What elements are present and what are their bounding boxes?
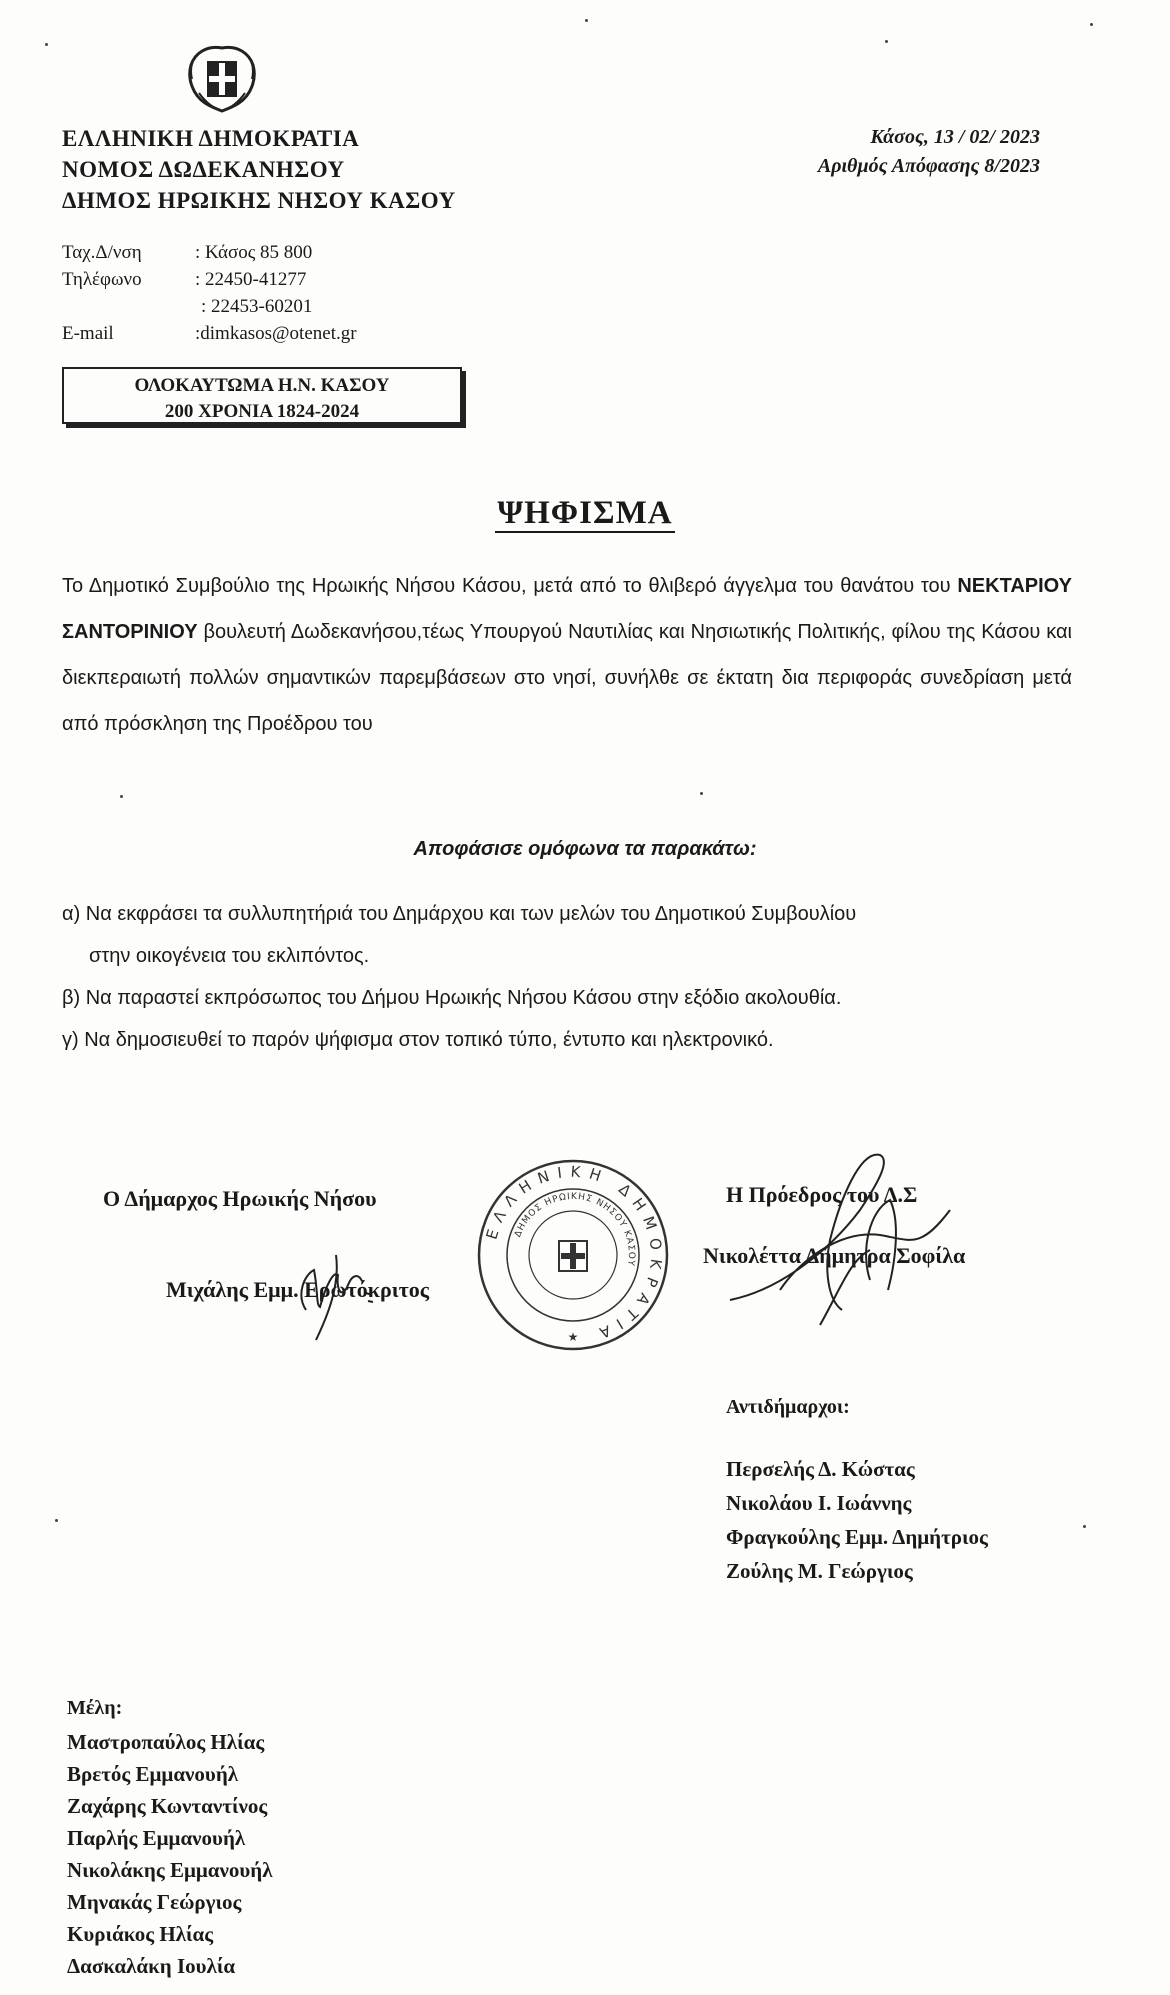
member-name: Δασκαλάκη Ιουλία bbox=[67, 1954, 236, 1978]
deputy-mayor-name: Ζούλης Μ. Γεώργιος bbox=[726, 1559, 913, 1583]
address-value: : Κάσος 85 800 bbox=[195, 242, 313, 263]
document-date: Κάσος, 13 / 02/ 2023 bbox=[870, 126, 1040, 148]
issuer-line-prefecture: ΝΟΜΟΣ ΔΩΔΕΚΑΝΗΣΟΥ bbox=[62, 157, 345, 182]
mayor-name: Μιχάλης Εμμ. Ερωτόκριτος bbox=[166, 1277, 429, 1302]
document-reference bbox=[818, 123, 1040, 181]
members-list bbox=[67, 1726, 273, 1982]
phone-row-2 bbox=[62, 293, 357, 320]
member-name: Μαστροπαύλος Ηλίας bbox=[67, 1730, 265, 1754]
phone-value-2: : 22453-60201 bbox=[201, 296, 313, 317]
phone-row bbox=[62, 266, 357, 293]
anniversary-line-2: 200 ΧΡΟΝΙΑ 1824-2024 bbox=[164, 401, 360, 422]
issuer-line-municipality: ΔΗΜΟΣ ΗΡΩΙΚΗΣ ΝΗΣΟΥ ΚΑΣΟΥ bbox=[62, 188, 456, 213]
deceased-name: ΝΕΚΤΑΡΙΟΥ ΣΑΝΤΟΡΙΝΙΟΥ bbox=[62, 575, 1072, 643]
member-name: Παρλής Εμμανουήλ bbox=[67, 1826, 246, 1850]
president-signature bbox=[720, 1140, 980, 1330]
deputy-mayor-name: Φραγκούλης Εμμ. Δημήτριος bbox=[726, 1525, 988, 1549]
address-label: Ταχ.Δ/νση bbox=[62, 242, 142, 263]
member-name: Μηνακάς Γεώργιος bbox=[67, 1890, 242, 1914]
body-text-2: βουλευτή Δωδεκανήσου,τέως Υπουργού Ναυτιλίας και Νησιωτικής Πολιτικής, φίλου της Κάσου και διεκπεραιωτή πολλών σημαντικών παρεμβάσεων στο νησί, συνήλθε σε έκτατη δια περιφοράς συνεδρίαση μετά από πρόσκληση της Προέδρου του bbox=[62, 621, 1072, 735]
scan-speck bbox=[585, 19, 588, 22]
member-name: Βρετός Εμμανουήλ bbox=[67, 1762, 239, 1786]
email-label: E-mail bbox=[62, 323, 114, 344]
member-name: Ζαχάρης Κωνταντίνος bbox=[67, 1794, 268, 1818]
scan-speck bbox=[120, 795, 123, 798]
decision-b: β) Να παραστεί εκπρόσωπος του Δήμου Ηρωικής Νήσου Κάσου στην εξόδιο ακολουθία. bbox=[62, 987, 842, 1009]
decision-list bbox=[62, 893, 1122, 1061]
decision-number: Αριθμός Απόφασης 8/2023 bbox=[817, 155, 1040, 177]
deputy-mayors-heading: Αντιδήμαρχοι: bbox=[726, 1396, 850, 1418]
deputy-mayor-name: Νικολάου Ι. Ιωάννης bbox=[726, 1491, 912, 1515]
document-title-text: ΨΗΦΙΣΜΑ bbox=[497, 495, 673, 531]
svg-text:★: ★ bbox=[567, 1330, 579, 1344]
email-value: :dimkasos@otenet.gr bbox=[195, 323, 357, 344]
body-text-1: Το Δημοτικό Συμβούλιο της Ηρωικής Νήσου Κάσου, μετά από το θλιβερό άγγελμα του θανάτου του bbox=[62, 575, 958, 597]
members-heading: Μέλη: bbox=[67, 1697, 123, 1719]
scan-speck bbox=[55, 1519, 58, 1522]
scan-speck bbox=[1090, 23, 1093, 26]
decision-heading: Αποφάσισε ομόφωνα τα παρακάτω: bbox=[413, 838, 757, 860]
address-row bbox=[62, 239, 357, 266]
resolution-body bbox=[62, 563, 1072, 747]
deputy-mayor-name: Περσελής Δ. Κώστας bbox=[726, 1457, 915, 1481]
scan-speck bbox=[700, 792, 703, 795]
decision-c: γ) Να δημοσιευθεί το παρόν ψήφισμα στον τοπικό τύπο, έντυπο και ηλεκτρονικό. bbox=[62, 1029, 774, 1051]
phone-label: Τηλέφωνο bbox=[62, 269, 142, 290]
deputy-mayors-list bbox=[726, 1452, 988, 1588]
mayor-title: Ο Δήμαρχος Ηρωικής Νήσου bbox=[103, 1186, 377, 1211]
decision-a: α) Να εκφράσει τα συλλυπητήριά του Δημάρχου και των μελών του Δημοτικού Συμβουλίου bbox=[62, 903, 857, 925]
decision-a-continued: στην οικογένεια του εκλιπόντος. bbox=[89, 945, 370, 967]
member-name: Κυριάκος Ηλίας bbox=[67, 1922, 214, 1946]
phone-value-1: : 22450-41277 bbox=[195, 269, 307, 290]
document-title bbox=[0, 495, 1170, 532]
issuer-line-republic: ΕΛΛΗΝΙΚΗ ΔΗΜΟΚΡΑΤΙΑ bbox=[62, 126, 360, 151]
scan-speck bbox=[45, 43, 48, 46]
contact-block bbox=[62, 239, 357, 347]
mayor-signature bbox=[276, 1215, 406, 1345]
issuer-header bbox=[62, 123, 456, 216]
scan-speck bbox=[1083, 1525, 1086, 1528]
anniversary-box bbox=[62, 367, 462, 424]
svg-text:ΔΗΜΟΣ ΗΡΩΙΚΗΣ ΝΗΣΟΥ ΚΑΣΟΥ: ΔΗΜΟΣ ΗΡΩΙΚΗΣ ΝΗΣΟΥ ΚΑΣΟΥ bbox=[513, 1191, 637, 1268]
email-row bbox=[62, 320, 357, 347]
president-name: Νικολέττα Δήμητρα Σοφίλα bbox=[703, 1243, 966, 1268]
municipal-seal bbox=[473, 1155, 673, 1355]
coat-of-arms-emblem bbox=[179, 43, 265, 117]
member-name: Νικολάκης Εμμανουήλ bbox=[67, 1858, 273, 1882]
anniversary-line-1: ΟΛΟΚΑΥΤΩΜΑ Η.Ν. ΚΑΣΟΥ bbox=[134, 375, 390, 396]
svg-text:ΕΛΛΗΝΙΚΗ ΔΗΜΟΚΡΑΤΙΑ: ΕΛΛΗΝΙΚΗ ΔΗΜΟΚΡΑΤΙΑ bbox=[482, 1162, 666, 1345]
president-title: Η Πρόεδρος του Δ.Σ bbox=[726, 1182, 918, 1207]
scan-speck bbox=[885, 40, 888, 43]
